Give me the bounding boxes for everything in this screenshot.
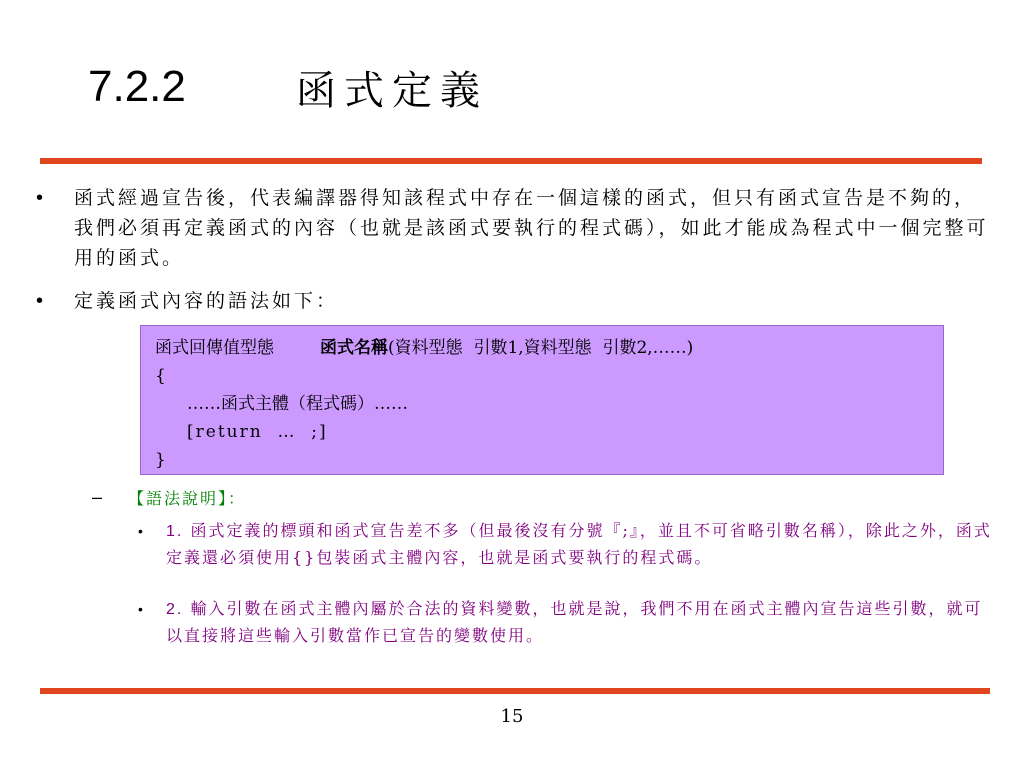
- note-item-body: 輸入引數在函式主體內屬於合法的資料變數，也就是說，我們不用在函式主體內宣告這些引數，就可以直接將這些輸入引數當作已宣告的變數使用。: [166, 599, 983, 645]
- page-number: 15: [500, 706, 524, 727]
- section-title: 函式定義: [296, 67, 488, 114]
- note-item-number: 2.: [166, 601, 184, 618]
- note-item-text: [166, 518, 992, 571]
- dash-marker: –: [92, 487, 103, 507]
- code-function-name: 函式名稱: [320, 338, 388, 358]
- code-signature-line: [155, 334, 929, 362]
- syntax-code-box: [140, 325, 944, 475]
- code-return-type: 函式回傳值型態: [155, 338, 274, 358]
- bullet-text: 定義函式內容的語法如下：: [74, 290, 339, 312]
- bullet-marker: •: [36, 187, 44, 209]
- bullet-item-1: [30, 183, 989, 273]
- code-open-brace: {: [155, 366, 166, 386]
- footer-divider: [40, 688, 990, 694]
- syntax-note-heading: [92, 486, 246, 509]
- sub-bullet-marker: •: [138, 523, 143, 539]
- sub-bullet-marker: •: [138, 601, 143, 617]
- code-body: ……函式主體（程式碼）……: [187, 394, 408, 414]
- note-item-body: 函式定義的標頭和函式宣告差不多（但最後沒有分號『;』，並且不可省略引數名稱），除此之外，函式定義還必須使用{}包裝函式主體內容，也就是函式要執行的程式碼。: [166, 521, 992, 567]
- note-item-1: [134, 518, 992, 571]
- slide-title: [88, 52, 488, 122]
- code-return-statement: [return … ;]: [187, 422, 328, 442]
- note-item-number: 1.: [166, 523, 184, 540]
- code-params: (資料型態 引數1,資料型態 引數2,……): [388, 338, 694, 358]
- title-divider: [40, 158, 982, 164]
- bullet-item-2: [30, 286, 338, 316]
- section-number: 7.2.2: [88, 62, 186, 111]
- note-item-2: [134, 596, 992, 649]
- note-heading-text: 【語法說明】：: [128, 489, 247, 508]
- note-item-text: [166, 596, 992, 649]
- bullet-text: 函式經過宣告後，代表編譯器得知該程式中存在一個這樣的函式，但只有函式宣告是不夠的，我們必須再定義函式的內容（也就是該函式要執行的程式碼），如此才能成為程式中一個完整可用的函式。: [74, 187, 989, 269]
- code-close-brace: }: [155, 450, 166, 470]
- bullet-marker: •: [36, 290, 44, 312]
